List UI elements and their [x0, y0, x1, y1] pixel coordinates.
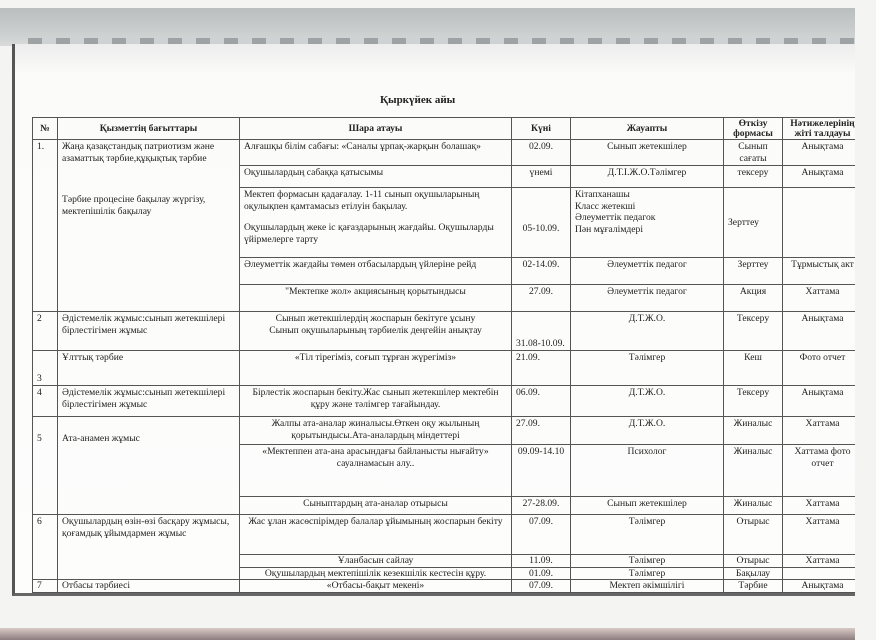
event-cell: Жалпы ата-аналар жиналысы.Өткен оқу жылының қорытындысы.Ата-аналардың міндеттері [240, 417, 512, 445]
form-cell: Зерттеу [724, 258, 783, 285]
result-cell: Хаттама [783, 555, 863, 568]
date-cell: 05-10.09. [512, 188, 571, 258]
direction-cell: Оқушылардың өзін-өзі басқару жұмысы, қоғамдық ұйымдармен жұмыс [58, 515, 240, 580]
form-cell: Акция [724, 285, 783, 312]
responsible-line: Кітапханашы [575, 189, 630, 200]
result-cell: Хаттама [783, 497, 863, 515]
responsible-cell: Д.Т.І.Ж.О.Тәлімгер [571, 166, 724, 188]
direction-text: Тәрбие процесіне бақылау жүргізу, мектепішілік бақылау [62, 194, 206, 217]
direction-text: Жаңа қазақстандық патриотизм және азаматтық тәрбие,құқықтық тәрбие [62, 141, 215, 164]
header-direction: Қызметтің бағыттары [58, 118, 240, 140]
result-cell: Хаттама [783, 515, 863, 555]
header-num: № [33, 118, 58, 140]
form-cell: Тәрбие [724, 580, 783, 593]
responsible-cell: Д.Т.Ж.О. [571, 386, 724, 417]
form-cell: Зерттеу [724, 188, 783, 258]
table-row [33, 312, 863, 351]
date-cell: 27.09. [512, 417, 571, 445]
responsible-cell: Тәлімгер [571, 515, 724, 555]
event-cell: Оқушылардың сабаққа қатысымы [240, 166, 512, 188]
responsible-line: Класс жетекші [575, 200, 636, 212]
direction-cell: Отбасы тәрбиесі [58, 580, 240, 593]
event-cell: «Тіл тірегіміз, соғып тұрған жүрегіміз» [240, 351, 512, 386]
responsible-cell: Тәлімгер [571, 567, 724, 580]
result-cell: Хаттама [783, 417, 863, 445]
result-cell: Фото отчет [783, 351, 863, 386]
result-cell: Анықтама [783, 580, 863, 593]
page-edge [855, 0, 876, 640]
table-header-row [33, 118, 863, 140]
table-row [33, 386, 863, 417]
page-title: Қыркүйек айы [380, 94, 456, 106]
row-num: 2 [33, 312, 58, 351]
event-cell: Сыныптардың ата-аналар отырысы [240, 497, 512, 515]
event-cell: «Мектеппен ата-ана арасындағы байланысты нығайту» сауалнамасын алу.. [240, 445, 512, 497]
responsible-cell: Әлеуметтік педагог [571, 258, 724, 285]
table-row [33, 515, 863, 555]
date-cell: 31.08-10.09. [512, 312, 571, 351]
form-cell: Сынып сағаты [724, 140, 783, 166]
form-cell: Кеш [724, 351, 783, 386]
date-cell: 07.09. [512, 515, 571, 555]
result-cell: Анықтама [783, 166, 863, 188]
date-cell: 02.09. [512, 140, 571, 166]
responsible-cell: Психолог [571, 445, 724, 497]
header-responsible: Жауапты [571, 118, 724, 140]
date-cell: 21.09. [512, 351, 571, 386]
date-cell: 01.09. [512, 567, 571, 580]
header-date: Күні [512, 118, 571, 140]
form-cell: Тексеру [724, 386, 783, 417]
form-cell: тексеру [724, 166, 783, 188]
result-cell: Хаттама фото отчет [783, 445, 863, 497]
responsible-cell [571, 188, 724, 258]
date-cell: 11.09. [512, 555, 571, 568]
plan-table [32, 117, 863, 593]
result-cell: Тұрмыстық акт [783, 258, 863, 285]
header-form: Өткізу формасы [724, 118, 783, 140]
result-cell: Анықтама [783, 140, 863, 166]
table-row [33, 140, 863, 166]
date-cell: 09.09-14.10 [512, 445, 571, 497]
result-cell [783, 567, 863, 580]
row-num: 4 [33, 386, 58, 417]
event-text: Мектеп формасын қадағалау. 1-11 сынып оқушыларының оқулықпен қамтамасыз етілуін бақылау. [244, 189, 480, 212]
event-cell: Әлеуметтік жағдайы төмен отбасылардың үйлеріне рейд [240, 258, 512, 285]
responsible-cell: Д.Т.Ж.О. [571, 417, 724, 445]
direction-cell: Әдістемелік жұмыс:сынып жетекшілері бірлестігімен жұмыс [58, 312, 240, 351]
event-text: Оқушылардың жеке іс қағаздарының жағдайы. Оқушыларды үйірмелерге тарту [244, 222, 494, 245]
event-cell [240, 188, 512, 258]
event-cell: Жас ұлан жасөспірімдер балалар ұйымының жоспарын бекіту [240, 515, 512, 555]
scan-edge [0, 628, 876, 640]
form-cell: Жиналыс [724, 445, 783, 497]
responsible-cell: Сынып жетекшілер [571, 497, 724, 515]
row-num: 6 [33, 515, 58, 580]
date-cell: 27-28.09. [512, 497, 571, 515]
responsible-line: Әлеуметтік педагок [575, 212, 656, 223]
event-cell: Ұланбасын сайлау [240, 555, 512, 568]
responsible-line: Пән мұғалімдері [575, 223, 643, 235]
responsible-cell: Тәлімгер [571, 351, 724, 386]
date-cell: 07.09. [512, 580, 571, 593]
header-result: Нәтижелерінің жіті талдауы [783, 118, 863, 140]
event-cell: Бірлестік жоспарын бекіту.Жас сынып жетекшілер мектебін құру және тәлімгер тағайындау. [240, 386, 512, 417]
form-cell: Жиналыс [724, 497, 783, 515]
table-row [33, 580, 863, 593]
date-cell: үнемі [512, 166, 571, 188]
responsible-cell: Мектеп әкімшілігі [571, 580, 724, 593]
direction-cell [58, 140, 240, 312]
responsible-cell: Әлеуметтік педагог [571, 285, 724, 312]
form-cell: Отырыс [724, 555, 783, 568]
result-cell: Анықтама [783, 312, 863, 351]
row-num: 7 [33, 580, 58, 593]
form-cell: Бақылау [724, 567, 783, 580]
event-text: Сынып оқушыларының тәрбиелік деңгейін анықтау [269, 324, 482, 336]
row-num: 5 [33, 417, 58, 515]
event-cell: "Мектепке жол» акциясының қорытындысы [240, 285, 512, 312]
date-cell: 02-14.09. [512, 258, 571, 285]
date-cell: 06.09. [512, 386, 571, 417]
direction-cell: Ата-анамен жұмыс [58, 417, 240, 515]
responsible-cell: Д.Т.Ж.О. [571, 312, 724, 351]
form-cell: Жиналыс [724, 417, 783, 445]
direction-cell: Ұлттық тәрбие [58, 351, 240, 386]
event-cell: «Отбасы-бақыт мекені» [240, 580, 512, 593]
responsible-cell: Тәлімгер [571, 555, 724, 568]
date-cell: 27.09. [512, 285, 571, 312]
row-num: 1. [33, 140, 58, 312]
form-cell: Тексеру [724, 312, 783, 351]
table-row [33, 351, 863, 386]
row-num: 3 [33, 351, 58, 386]
direction-cell: Әдістемелік жұмыс:сынып жетекшілері бірлестігімен жұмыс [58, 386, 240, 417]
result-cell: Анықтама [783, 386, 863, 417]
result-cell: Хаттама [783, 285, 863, 312]
form-cell: Отырыс [724, 515, 783, 555]
event-cell [240, 312, 512, 351]
event-cell: Оқушылардың мектепішілік кезекшілік кестесін құру. [240, 567, 512, 580]
result-cell [783, 188, 863, 258]
header-event: Шара атауы [240, 118, 512, 140]
event-cell: Алғашқы білім сабағы: «Саналы ұрпақ-жарқын болашақ» [240, 140, 512, 166]
event-text: Сынып жетекшілердің жоспарын бекітуге ұсыну [275, 313, 476, 324]
responsible-cell: Сынып жетекшілер [571, 140, 724, 166]
table-row [33, 417, 863, 445]
